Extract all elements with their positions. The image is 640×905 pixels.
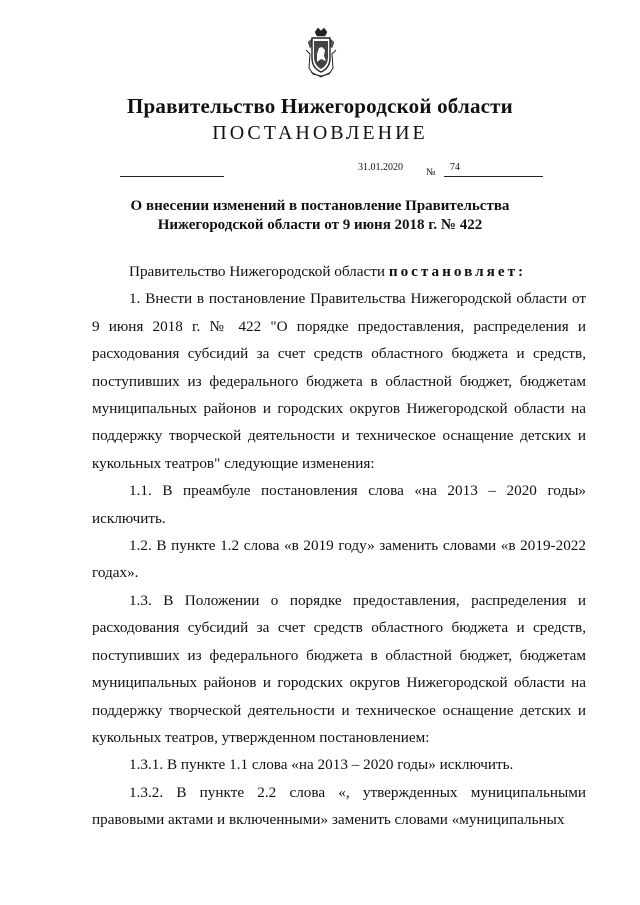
subject-line-2: Нижегородской области от 9 июня 2018 г. № 422 <box>157 217 483 233</box>
paragraph-1-3-1: 1.3.1. В пункте 1.1 слова «на 2013 – 2020 годы» исключить. <box>129 756 514 774</box>
paragraph-1-3: 1.3. В Положении о порядке предоставления, распределения и расходования субсидий за счет средств областного бюджета и средств, поступивших из федерального бюджета в областной бюджет, бюджетам муниципальных районов и городских округов Нижегородской области на поддержку творческой деятельности и техническое оснащение детских и кукольных театров, утвержденном постановлением: <box>92 591 586 746</box>
document-date: 31.01.2020 <box>358 162 403 173</box>
subject-line-1: О внесении изменений в постановление Правительства <box>130 198 510 214</box>
government-title: Правительство Нижегородской области <box>127 94 513 118</box>
paragraph-1-1: 1.1. В преамбуле постановления слова «на 2013 – 2020 годы» исключить. <box>92 482 586 527</box>
signature-line-left <box>120 176 224 177</box>
decree-word: постановляет: <box>388 263 527 280</box>
document-number: 74 <box>450 162 460 173</box>
paragraph-1-2: 1.2. В пункте 1.2 слова «в 2019 году» заменить словами «в 2019-2022 годах». <box>92 537 586 582</box>
coat-of-arms-emblem <box>301 28 341 78</box>
paragraph-1: 1. Внести в постановление Правительства Нижегородской области от 9 июня 2018 г. № 422 "О порядке предоставления, распределения и расходования субсидий за счет средств областного бюджета и средств, поступивших из федерального бюджета в областной бюджет, бюджетам муниципальных районов и городских округов Нижегородской области на поддержку творческой деятельности и техническое оснащение детских и кукольных театров" следующие изменения: <box>92 290 586 472</box>
document-body <box>92 258 586 834</box>
document-subject <box>90 197 550 235</box>
intro-paragraph <box>92 258 586 285</box>
document-type: ПОСТАНОВЛЕНИЕ <box>212 122 428 144</box>
paragraph-1-3-2: 1.3.2. В пункте 2.2 слова «, утвержденных муниципальными правовыми актами и включенными» заменить словами «муниципальных <box>92 783 586 829</box>
number-sign: № <box>426 167 436 178</box>
intro-prefix: Правительство Нижегородской области <box>129 263 386 280</box>
number-underline <box>444 176 543 177</box>
